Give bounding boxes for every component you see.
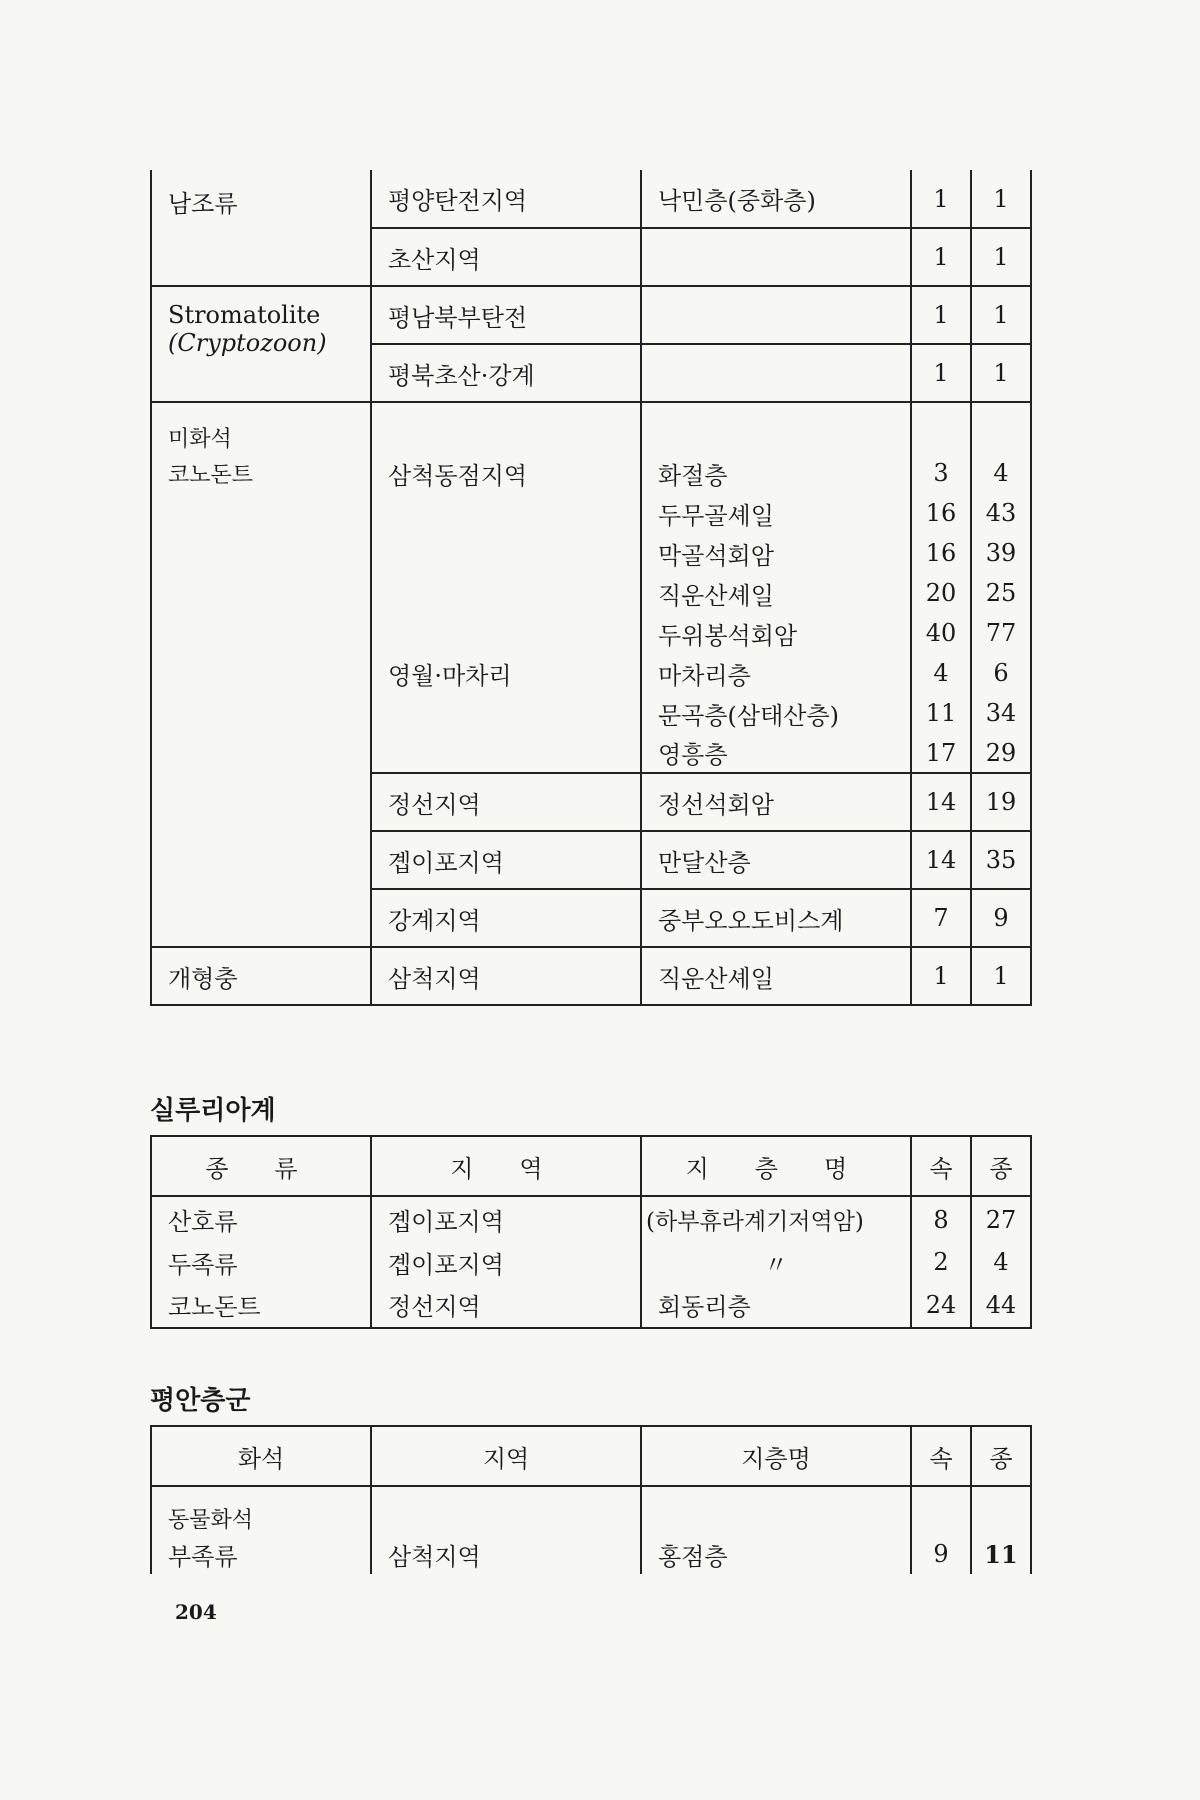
header-category: 종 류 <box>151 1136 371 1196</box>
table-row <box>151 402 1031 453</box>
region-cell: 정선지역 <box>371 1282 641 1328</box>
region-cell <box>371 693 641 733</box>
formation-cell: 막골석회암 <box>641 533 911 573</box>
table-row <box>151 733 1031 773</box>
species-count: 44 <box>971 1282 1031 1328</box>
header-fossil: 화석 <box>151 1426 371 1486</box>
table-row <box>151 1282 1031 1328</box>
formation-cell: 두무골셰일 <box>641 493 911 533</box>
header-species: 종 <box>971 1426 1031 1486</box>
region-cell: 평북초산·강계 <box>371 344 641 402</box>
category-cell: 남조류 <box>151 170 371 286</box>
region-cell: 평양탄전지역 <box>371 170 641 228</box>
category-cell: 산호류 <box>151 1196 371 1242</box>
category-name: Stromatolite <box>168 301 321 329</box>
table-row <box>151 947 1031 1005</box>
formation-cell: 영흥층 <box>641 733 911 773</box>
table-row <box>151 493 1031 533</box>
formation-cell <box>641 228 911 286</box>
region-cell <box>371 613 641 653</box>
formation-cell: 화절층 <box>641 453 911 493</box>
table-row <box>151 573 1031 613</box>
species-count: 6 <box>971 653 1031 693</box>
region-cell: 초산지역 <box>371 228 641 286</box>
table-row <box>151 1534 1031 1574</box>
header-genus: 속 <box>911 1136 971 1196</box>
region-cell: 평남북부탄전 <box>371 286 641 344</box>
species-count: 1 <box>971 344 1031 402</box>
table-row <box>151 889 1031 947</box>
region-cell: 곕이포지역 <box>371 831 641 889</box>
formation-cell: 두위봉석회암 <box>641 613 911 653</box>
table-header-row <box>151 1426 1031 1486</box>
table-silurian <box>150 1135 1032 1329</box>
region-cell: 강계지역 <box>371 889 641 947</box>
genus-count <box>911 402 971 453</box>
category-cell <box>151 286 371 402</box>
region-cell: 정선지역 <box>371 773 641 831</box>
genus-count: 1 <box>911 170 971 228</box>
genus-count: 2 <box>911 1242 971 1282</box>
category-cell: 두족류 <box>151 1242 371 1282</box>
species-count: 1 <box>971 286 1031 344</box>
table-row <box>151 286 1031 344</box>
table-pyeongan <box>150 1425 1032 1574</box>
table-row <box>151 693 1031 733</box>
species-count: 4 <box>971 453 1031 493</box>
table-row <box>151 773 1031 831</box>
category-genus: (Cryptozoon) <box>168 329 327 357</box>
region-cell: 곕이포지역 <box>371 1242 641 1282</box>
region-cell: 삼척지역 <box>371 947 641 1005</box>
header-region: 지 역 <box>371 1136 641 1196</box>
species-count: 1 <box>971 170 1031 228</box>
page-number: 204 <box>175 1600 217 1624</box>
genus-count: 20 <box>911 573 971 613</box>
species-count: 29 <box>971 733 1031 773</box>
table-row <box>151 653 1031 693</box>
genus-count: 11 <box>911 693 971 733</box>
genus-count: 7 <box>911 889 971 947</box>
group-label: 미화석 <box>151 402 371 453</box>
species-count: 39 <box>971 533 1031 573</box>
species-count: 11 <box>971 1534 1031 1574</box>
region-cell <box>371 533 641 573</box>
genus-count: 1 <box>911 344 971 402</box>
species-count: 35 <box>971 831 1031 889</box>
table-row <box>151 613 1031 653</box>
species-count: 43 <box>971 493 1031 533</box>
genus-count: 3 <box>911 453 971 493</box>
header-species: 종 <box>971 1136 1031 1196</box>
genus-count: 40 <box>911 613 971 653</box>
category-cell: 개형충 <box>151 947 371 1005</box>
species-count: 1 <box>971 228 1031 286</box>
region-cell: 영월·마차리 <box>371 653 641 693</box>
section-title-pyeongan: 평안층군 <box>150 1386 251 1416</box>
species-count: 1 <box>971 947 1031 1005</box>
pyeongan-table-block <box>150 1425 1030 1574</box>
region-cell <box>371 573 641 613</box>
section-title-silurian: 실루리아계 <box>150 1096 276 1126</box>
species-count: 9 <box>971 889 1031 947</box>
region-cell <box>371 733 641 773</box>
category-cell: 코노돈트 <box>151 1282 371 1328</box>
header-formation: 지층명 <box>641 1426 911 1486</box>
silurian-table-block <box>150 1135 1030 1329</box>
species-count: 27 <box>971 1196 1031 1242</box>
region-cell: 삼척지역 <box>371 1534 641 1574</box>
formation-cell: 낙민층(중화층) <box>641 170 911 228</box>
formation-cell: 만달산층 <box>641 831 911 889</box>
region-cell: 곕이포지역 <box>371 1196 641 1242</box>
table-row <box>151 170 1031 228</box>
species-count <box>971 402 1031 453</box>
formation-cell: 정선석회암 <box>641 773 911 831</box>
genus-count: 14 <box>911 831 971 889</box>
genus-count: 24 <box>911 1282 971 1328</box>
genus-count: 17 <box>911 733 971 773</box>
table-row <box>151 453 1031 493</box>
header-region: 지역 <box>371 1426 641 1486</box>
header-formation: 지 층 명 <box>641 1136 911 1196</box>
table-row <box>151 1196 1031 1242</box>
genus-count: 9 <box>911 1534 971 1574</box>
fossil-table-continued <box>150 170 1030 1006</box>
formation-cell: 직운산셰일 <box>641 947 911 1005</box>
region-cell: 삼척동점지역 <box>371 453 641 493</box>
header-genus: 속 <box>911 1426 971 1486</box>
formation-cell: 홍점층 <box>641 1534 911 1574</box>
genus-count: 16 <box>911 533 971 573</box>
table-row <box>151 831 1031 889</box>
species-count: 25 <box>971 573 1031 613</box>
formation-cell: 문곡층(삼태산층) <box>641 693 911 733</box>
genus-count: 1 <box>911 947 971 1005</box>
genus-count: 14 <box>911 773 971 831</box>
genus-count: 1 <box>911 228 971 286</box>
species-count: 77 <box>971 613 1031 653</box>
table-ordovician <box>150 170 1032 1006</box>
region-cell <box>371 402 641 453</box>
table-row <box>151 1242 1031 1282</box>
formation-cell <box>641 286 911 344</box>
formation-cell: 회동리층 <box>641 1282 911 1328</box>
species-count: 19 <box>971 773 1031 831</box>
species-count: 34 <box>971 693 1031 733</box>
genus-count: 4 <box>911 653 971 693</box>
genus-count: 1 <box>911 286 971 344</box>
formation-cell: 직운산셰일 <box>641 573 911 613</box>
table-row <box>151 1486 1031 1534</box>
formation-cell <box>641 402 911 453</box>
group-label: 동물화석 <box>151 1486 371 1534</box>
formation-cell: 마차리층 <box>641 653 911 693</box>
genus-count: 16 <box>911 493 971 533</box>
table-header-row <box>151 1136 1031 1196</box>
formation-cell: 〃 <box>641 1242 911 1282</box>
formation-cell: 중부오오도비스계 <box>641 889 911 947</box>
genus-count: 8 <box>911 1196 971 1242</box>
formation-cell: (하부휴라계기저역암) <box>641 1196 911 1242</box>
formation-cell <box>641 344 911 402</box>
table-row <box>151 533 1031 573</box>
category-cell: 부족류 <box>151 1534 371 1574</box>
region-cell <box>371 493 641 533</box>
species-count: 4 <box>971 1242 1031 1282</box>
group-sublabel: 코노돈트 <box>151 453 371 493</box>
